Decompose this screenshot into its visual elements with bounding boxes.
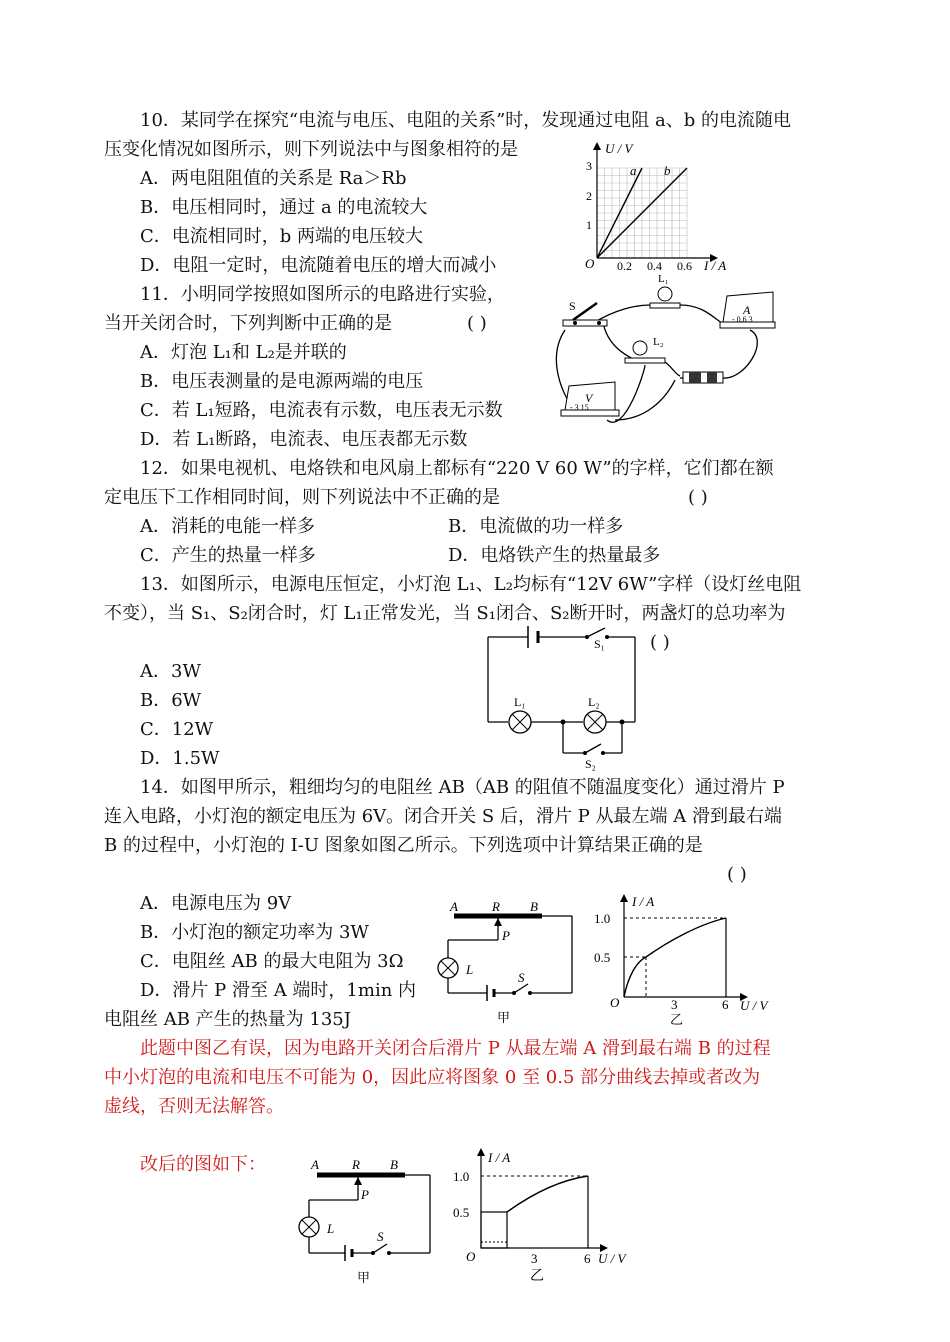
rev-jia-a-label: A bbox=[311, 1157, 319, 1172]
q14-stem-line3: B 的过程中，小灯泡的 I-U 图象如图乙所示。下列选项中计算结果正确的是 bbox=[104, 835, 703, 856]
q10-option-d: D．电阻一定时，电流随着电压的增大而减小 bbox=[140, 255, 497, 276]
q11-option-a: A．灯泡 L₁和 L₂是并联的 bbox=[140, 342, 347, 363]
q13-bracket: ( ) bbox=[650, 632, 670, 653]
q11-option-c: C．若 L₁短路，电流表有示数，电压表无示数 bbox=[140, 400, 503, 421]
q14-jia-b-label: B bbox=[530, 899, 538, 914]
q13-s2-label: S₂ bbox=[585, 757, 596, 771]
q13-s1-label: S₁ bbox=[594, 637, 605, 651]
q14-yi-origin: O bbox=[610, 995, 620, 1010]
q14-yi-y1: 1.0 bbox=[594, 911, 611, 926]
q11-option-b: B．电压表测量的是电源两端的电压 bbox=[140, 371, 424, 392]
revised-graph-yi bbox=[450, 1146, 640, 1286]
q11-stem-line1: 11．小明同学按照如图所示的电路进行实验， bbox=[140, 284, 505, 305]
q14-jia-s-label: S bbox=[518, 970, 525, 985]
q14-option-d-line2: 电阻丝 AB 产生的热量为 135J bbox=[104, 1009, 351, 1030]
q14-yi-xlabel: U / V bbox=[740, 998, 768, 1013]
note-line1: 此题中图乙有误，因为电路开关闭合后滑片 P 从最左端 A 滑到最右端 B 的过程 bbox=[140, 1038, 771, 1059]
q10-ylabel: U / V bbox=[605, 141, 633, 156]
q11-bracket: ( ) bbox=[467, 313, 487, 334]
q14-yi-caption: 乙 bbox=[670, 1012, 684, 1027]
q11-l1-label: L₁ bbox=[658, 273, 669, 285]
q14-stem-line1: 14．如图甲所示，粗细均匀的电阻丝 AB（AB 的阻值不随温度变化）通过滑片 P bbox=[140, 777, 785, 798]
q14-yi-x3: 3 bbox=[671, 997, 678, 1012]
q12-option-d: D．电烙铁产生的热量最多 bbox=[448, 545, 661, 566]
rev-jia-caption: 甲 bbox=[357, 1270, 371, 1285]
rev-jia-l-label: L bbox=[327, 1221, 335, 1236]
rev-yi-y1: 1.0 bbox=[453, 1169, 470, 1184]
rev-jia-b-label: B bbox=[390, 1157, 398, 1172]
rev-yi-y05: 0.5 bbox=[453, 1205, 470, 1220]
q13-option-a: A．3W bbox=[140, 661, 201, 682]
q14-bracket: ( ) bbox=[727, 864, 747, 885]
q13-l2-label: L₂ bbox=[588, 695, 600, 709]
q10-ytick-1: 1 bbox=[586, 218, 592, 232]
q10-option-c: C．电流相同时，b 两端的电压较大 bbox=[140, 226, 424, 247]
q11-voltmeter-scale: - 3 15 bbox=[570, 403, 589, 412]
q14-option-b: B．小灯泡的额定功率为 3W bbox=[140, 922, 369, 943]
q10-origin: O bbox=[585, 256, 595, 271]
q14-graph-yi bbox=[590, 892, 780, 1027]
rev-yi-x3: 3 bbox=[531, 1251, 538, 1266]
q14-jia-a-label: A bbox=[450, 899, 458, 914]
q12-option-b: B．电流做的功一样多 bbox=[448, 516, 624, 537]
note-revised-label: 改后的图如下： bbox=[140, 1154, 266, 1175]
q14-jia-r-label: R bbox=[492, 899, 500, 914]
q10-line-b-label: b bbox=[664, 163, 671, 178]
q10-ui-graph bbox=[580, 140, 740, 280]
q10-option-b: B．电压相同时，通过 a 的电流较大 bbox=[140, 197, 428, 218]
q14-yi-ylabel: I / A bbox=[632, 894, 655, 909]
q14-yi-x6: 6 bbox=[722, 997, 729, 1012]
q11-circuit-diagram bbox=[555, 270, 780, 445]
rev-jia-p-label: P bbox=[361, 1187, 369, 1202]
q11-switch-label: S bbox=[569, 299, 576, 313]
q11-ammeter-scale: - 0.6 3 bbox=[732, 315, 753, 324]
q14-stem-line2: 连入电路，小灯泡的额定电压为 6V。闭合开关 S 后，滑片 P 从最左端 A 滑到最右端 bbox=[104, 806, 782, 827]
q11-voltmeter-label: V bbox=[585, 391, 593, 405]
q10-stem-line1: 10．某同学在探究“电流与电压、电阻的关系”时，发现通过电阻 a、b 的电流随电 bbox=[140, 110, 792, 131]
rev-yi-origin: O bbox=[466, 1249, 476, 1264]
q13-stem-line1: 13．如图所示，电源电压恒定，小灯泡 L₁、L₂均标有“12V 6W”字样（设灯丝电阻 bbox=[140, 574, 802, 595]
q13-option-b: B．6W bbox=[140, 690, 202, 711]
q14-jia-p-label: P bbox=[502, 928, 510, 943]
rev-yi-ylabel: I / A bbox=[488, 1150, 511, 1165]
q10-xtick-02: 0.2 bbox=[617, 259, 632, 273]
q10-ytick-2: 2 bbox=[586, 189, 592, 203]
rev-yi-caption: 乙 bbox=[530, 1269, 544, 1284]
q10-line-a-label: a bbox=[630, 163, 637, 178]
q13-option-c: C．12W bbox=[140, 719, 214, 740]
q10-xlabel: I / A bbox=[704, 258, 727, 273]
q12-stem-line2: 定电压下工作相同时间，则下列说法中不正确的是 bbox=[104, 487, 500, 508]
q14-circuit-jia bbox=[432, 898, 582, 1028]
q13-stem-line2: 不变），当 S₁、S₂闭合时，灯 L₁正常发光，当 S₁闭合、S₂断开时，两盏灯的总功率为 bbox=[104, 603, 786, 624]
q14-jia-l-label: L bbox=[466, 962, 474, 977]
q13-l1-label: L₁ bbox=[514, 695, 526, 709]
rev-yi-x6: 6 bbox=[584, 1251, 591, 1266]
q14-option-d-line1: D．滑片 P 滑至 A 端时，1min 内 bbox=[140, 980, 417, 1001]
q12-option-a: A．消耗的电能一样多 bbox=[140, 516, 315, 537]
rev-jia-s-label: S bbox=[377, 1229, 384, 1244]
q10-xtick-04: 0.4 bbox=[647, 259, 662, 273]
rev-jia-r-label: R bbox=[352, 1157, 360, 1172]
q14-jia-caption: 甲 bbox=[497, 1010, 511, 1025]
q11-option-d: D．若 L₁断路，电流表、电压表都无示数 bbox=[140, 429, 468, 450]
q11-l2-label: L₂ bbox=[653, 336, 664, 348]
rev-yi-xlabel: U / V bbox=[598, 1251, 626, 1266]
note-line3: 虚线，否则无法解答。 bbox=[104, 1096, 284, 1117]
q13-circuit-diagram bbox=[480, 620, 645, 770]
q13-option-d: D．1.5W bbox=[140, 748, 220, 769]
q14-option-a: A．电源电压为 9V bbox=[140, 893, 292, 914]
q14-option-c: C．电阻丝 AB 的最大电阻为 3Ω bbox=[140, 951, 404, 972]
q10-stem-line2: 压变化情况如图所示，则下列说法中与图象相符的是 bbox=[104, 139, 518, 160]
q11-ammeter-label: A bbox=[743, 303, 751, 317]
note-line2: 中小灯泡的电流和电压不可能为 0，因此应将图象 0 至 0.5 部分曲线去掉或者改为 bbox=[104, 1067, 761, 1088]
revised-circuit-jia bbox=[295, 1155, 445, 1285]
q12-stem-line1: 12．如果电视机、电烙铁和电风扇上都标有“220 V 60 W”的字样，它们都在额 bbox=[140, 458, 774, 479]
q10-option-a: A．两电阻阻值的关系是 Ra＞Rb bbox=[140, 168, 407, 189]
q10-xtick-06: 0.6 bbox=[677, 259, 692, 273]
q14-yi-y05: 0.5 bbox=[594, 950, 611, 965]
q11-stem-line2: 当开关闭合时，下列判断中正确的是 bbox=[104, 313, 392, 334]
q12-option-c: C．产生的热量一样多 bbox=[140, 545, 316, 566]
q10-ytick-3: 3 bbox=[586, 159, 592, 173]
q12-bracket: ( ) bbox=[688, 487, 708, 508]
